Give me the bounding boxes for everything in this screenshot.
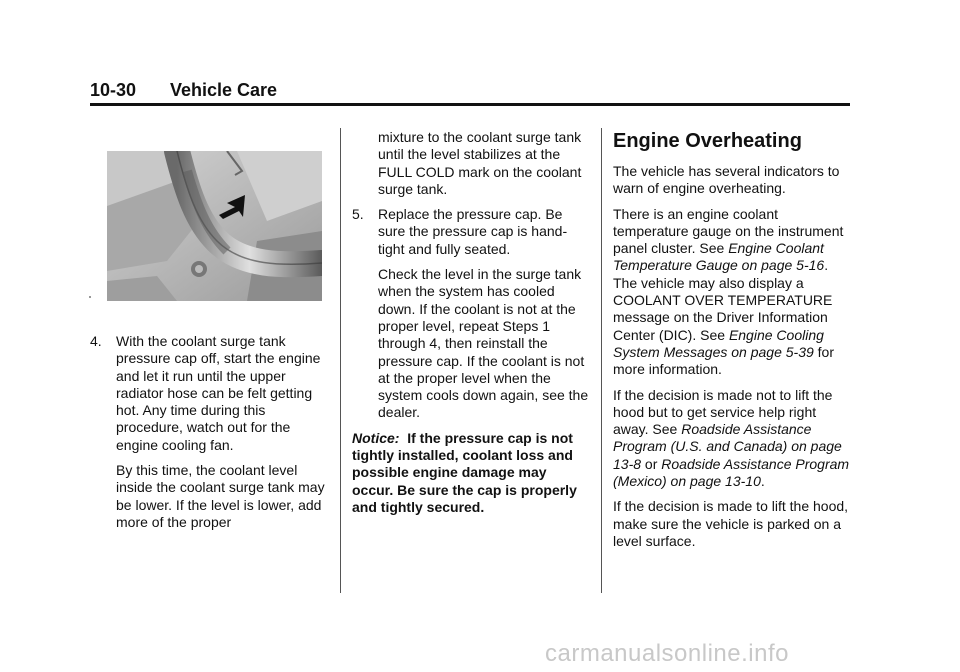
text-run: . The vehicle may also display a COOLANT OVER TEMPERATURE message on the Driver Information Center (DIC). See (613, 257, 833, 343)
column-divider-right (601, 128, 602, 593)
section-title: Vehicle Care (170, 80, 278, 100)
section-heading: Engine Overheating (613, 130, 802, 152)
cross-reference-link[interactable]: Roadside Assistance Program (U.S. and Canada) on page 13-8 (613, 421, 842, 472)
text-run: for more information. (613, 343, 835, 378)
step-continued-text: mixture to the coolant surge tank until the level stabilizes at the FULL COLD mark on the coolant surge tank. (378, 129, 582, 197)
step-subtext: By this time, the coolant level inside the coolant surge tank may be lower. If the level is lower, add more of the proper (116, 462, 325, 530)
step-text: With the coolant surge tank pressure cap off, start the engine and let it run until the upper radiator hose can be felt getting hot. Any time during this procedure, watch out for the engine cooling fan. (116, 333, 321, 453)
step-subtext: Check the level in the surge tank when the system has cooled down. If the coolant is not at the proper level, repeat Steps 1 through 4, then reinstall the pressure cap. If the coolant is not at the proper level when the system cools down again, see the dealer. (378, 266, 589, 421)
notice-text: If the pressure cap is not tightly installed, coolant loss and possible engine damage may occur. Be sure the cap is properly and tightly secured. (352, 429, 577, 515)
notice (352, 430, 590, 516)
header-rule (90, 103, 850, 106)
stray-mark (89, 296, 91, 298)
coolant-hose-illustration (107, 151, 322, 301)
text-run: . (760, 473, 765, 490)
paragraph: The vehicle has several indicators to warn of engine overheating. (613, 163, 840, 197)
step-number: 5. (352, 206, 364, 223)
cross-reference-link[interactable]: Engine Cooling System Messages on page 5-39 (613, 326, 824, 360)
cross-reference-link[interactable]: Roadside Assistance Program (Mexico) on page 13-10 (613, 455, 850, 490)
paragraph (613, 387, 853, 491)
step-text: Replace the pressure cap. Be sure the pressure cap is hand-tight and fully seated. (378, 206, 568, 257)
step-number: 4. (90, 333, 102, 349)
column-right (613, 129, 853, 558)
cross-reference-link[interactable]: Engine Coolant Temperature Gauge on page 5-16 (613, 240, 825, 274)
paragraph (613, 206, 853, 379)
watermark: carmanualsonline.info (545, 640, 789, 667)
column-divider-left (340, 128, 341, 593)
column-middle (352, 129, 590, 524)
text-run: or (641, 455, 662, 472)
notice-label: Notice: (352, 429, 400, 446)
page-number: 10-30 (90, 80, 137, 100)
coolant-hose-photo (107, 151, 322, 301)
paragraph: If the decision is made to lift the hood, make sure the vehicle is parked on a level surface. (613, 498, 849, 549)
step-4 (90, 333, 330, 531)
step-5 (352, 206, 590, 422)
text-run: If the decision is made not to lift the hood but to get service help right away. See (613, 386, 833, 438)
step-4-continued (352, 129, 590, 198)
text-run: There is an engine coolant temperature gauge on the instrument panel cluster. See (613, 205, 844, 257)
column-left (90, 333, 330, 539)
